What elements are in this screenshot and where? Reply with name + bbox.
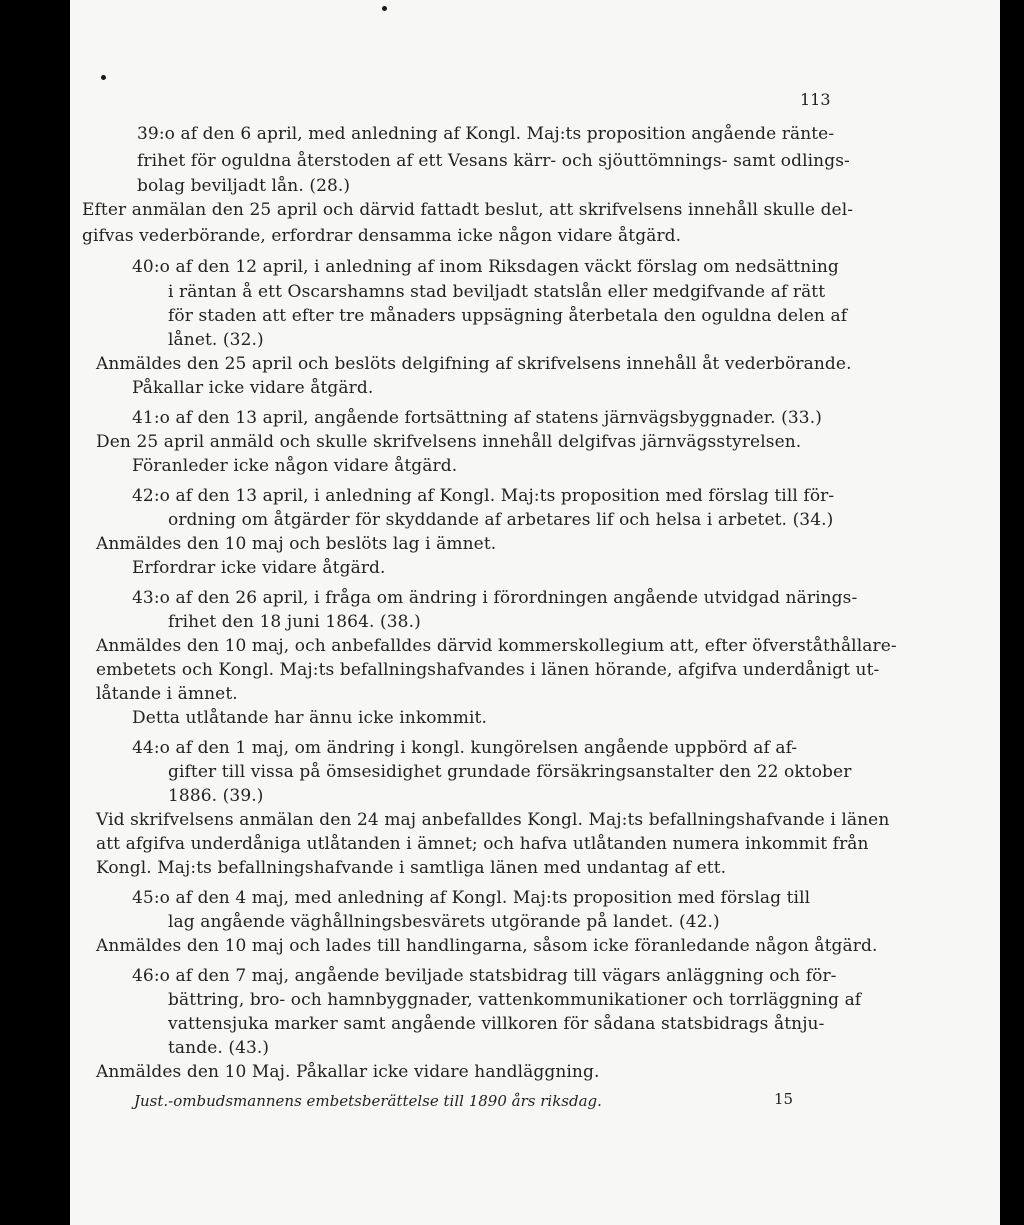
text-line: 41:o af den 13 april, angående fortsättning af statens järnvägsbyggnader. (33.) [132, 408, 822, 428]
text-line: 42:o af den 13 april, i anledning af Kongl. Maj:ts proposition med förslag till för- [132, 486, 835, 506]
text-line: för staden att efter tre månaders uppsägning återbetala den oguldna delen af [168, 306, 848, 326]
text-line: lag angående väghållningsbesvärets utgörande på landet. (42.) [168, 912, 720, 932]
footer-title: Just.-ombudsmannens embetsberättelse till 1890 års riksdag. [134, 1092, 602, 1110]
text-line: gifter till vissa på ömsesidighet grundade försäkringsanstalter den 22 oktober [168, 762, 852, 782]
text-line: låtande i ämnet. [96, 684, 238, 704]
document-page [70, 0, 1000, 1225]
text-line: 43:o af den 26 april, i fråga om ändring i förordningen angående utvidgad närings- [132, 588, 858, 608]
text-line: 46:o af den 7 maj, angående beviljade statsbidrag till vägars anläggning och för- [132, 966, 837, 986]
text-line: Detta utlåtande har ännu icke inkommit. [132, 708, 487, 728]
text-line: frihet den 18 juni 1864. (38.) [168, 612, 421, 632]
speck-mark [101, 75, 106, 80]
text-line: Efter anmälan den 25 april och därvid fattadt beslut, att skrifvelsens innehåll skulle del- [82, 200, 854, 220]
text-line: Den 25 april anmäld och skulle skrifvelsens innehåll delgifvas järnvägsstyrelsen. [96, 432, 802, 452]
page-number: 113 [800, 90, 831, 109]
text-line: 40:o af den 12 april, i anledning af inom Riksdagen väckt förslag om nedsättning [132, 257, 839, 277]
text-line: bättring, bro- och hamnbyggnader, vattenkommunikationer och torrläggning af [168, 990, 862, 1010]
text-line: 39:o af den 6 april, med anledning af Kongl. Maj:ts proposition angående ränte- [137, 124, 835, 144]
text-line: tande. (43.) [168, 1038, 270, 1058]
text-line: i räntan å ett Oscarshamns stad beviljadt statslån eller medgifvande af rätt [168, 282, 826, 302]
speck-mark [382, 6, 387, 11]
text-line: ordning om åtgärder för skyddande af arbetares lif och helsa i arbetet. (34.) [168, 510, 834, 530]
text-line: lånet. (32.) [168, 330, 264, 350]
footer-signature: 15 [774, 1090, 794, 1108]
text-line: Föranleder icke någon vidare åtgärd. [132, 456, 458, 476]
text-line: 44:o af den 1 maj, om ändring i kongl. kungörelsen angående uppbörd af af- [132, 738, 798, 758]
text-line: vattensjuka marker samt angående villkoren för sådana statsbidrags åtnju- [168, 1014, 825, 1034]
text-line: Påkallar icke vidare åtgärd. [132, 378, 374, 398]
text-line: bolag beviljadt lån. (28.) [137, 176, 351, 196]
text-line: Anmäldes den 10 maj och lades till handlingarna, såsom icke föranledande någon åtgärd. [96, 936, 878, 956]
text-line: Anmäldes den 10 Maj. Påkallar icke vidare handläggning. [96, 1062, 600, 1082]
text-line: 45:o af den 4 maj, med anledning af Kongl. Maj:ts proposition med förslag till [132, 888, 811, 908]
text-line: gifvas vederbörande, erfordrar densamma icke någon vidare åtgärd. [82, 226, 682, 246]
text-line: att afgifva underdåniga utlåtanden i ämnet; och hafva utlåtanden numera inkommit från [96, 834, 869, 854]
text-line: 1886. (39.) [168, 786, 264, 806]
text-line: Vid skrifvelsens anmälan den 24 maj anbefalldes Kongl. Maj:ts befallningshafvande i länen [96, 810, 890, 830]
text-line: Anmäldes den 10 maj, och anbefalldes därvid kommerskollegium att, efter öfverståthållare- [96, 636, 897, 656]
text-line: embetets och Kongl. Maj:ts befallningshafvandes i länen hörande, afgifva underdånigt ut- [96, 660, 880, 680]
text-line: frihet för oguldna återstoden af ett Vesans kärr- och sjöuttömnings- samt odlings- [137, 151, 850, 171]
text-line: Anmäldes den 10 maj och beslöts lag i ämnet. [96, 534, 497, 554]
text-line: Erfordrar icke vidare åtgärd. [132, 558, 386, 578]
text-line: Anmäldes den 25 april och beslöts delgifning af skrifvelsens innehåll åt vederbörande. [96, 354, 852, 374]
text-line: Kongl. Maj:ts befallningshafvande i samtliga länen med undantag af ett. [96, 858, 727, 878]
